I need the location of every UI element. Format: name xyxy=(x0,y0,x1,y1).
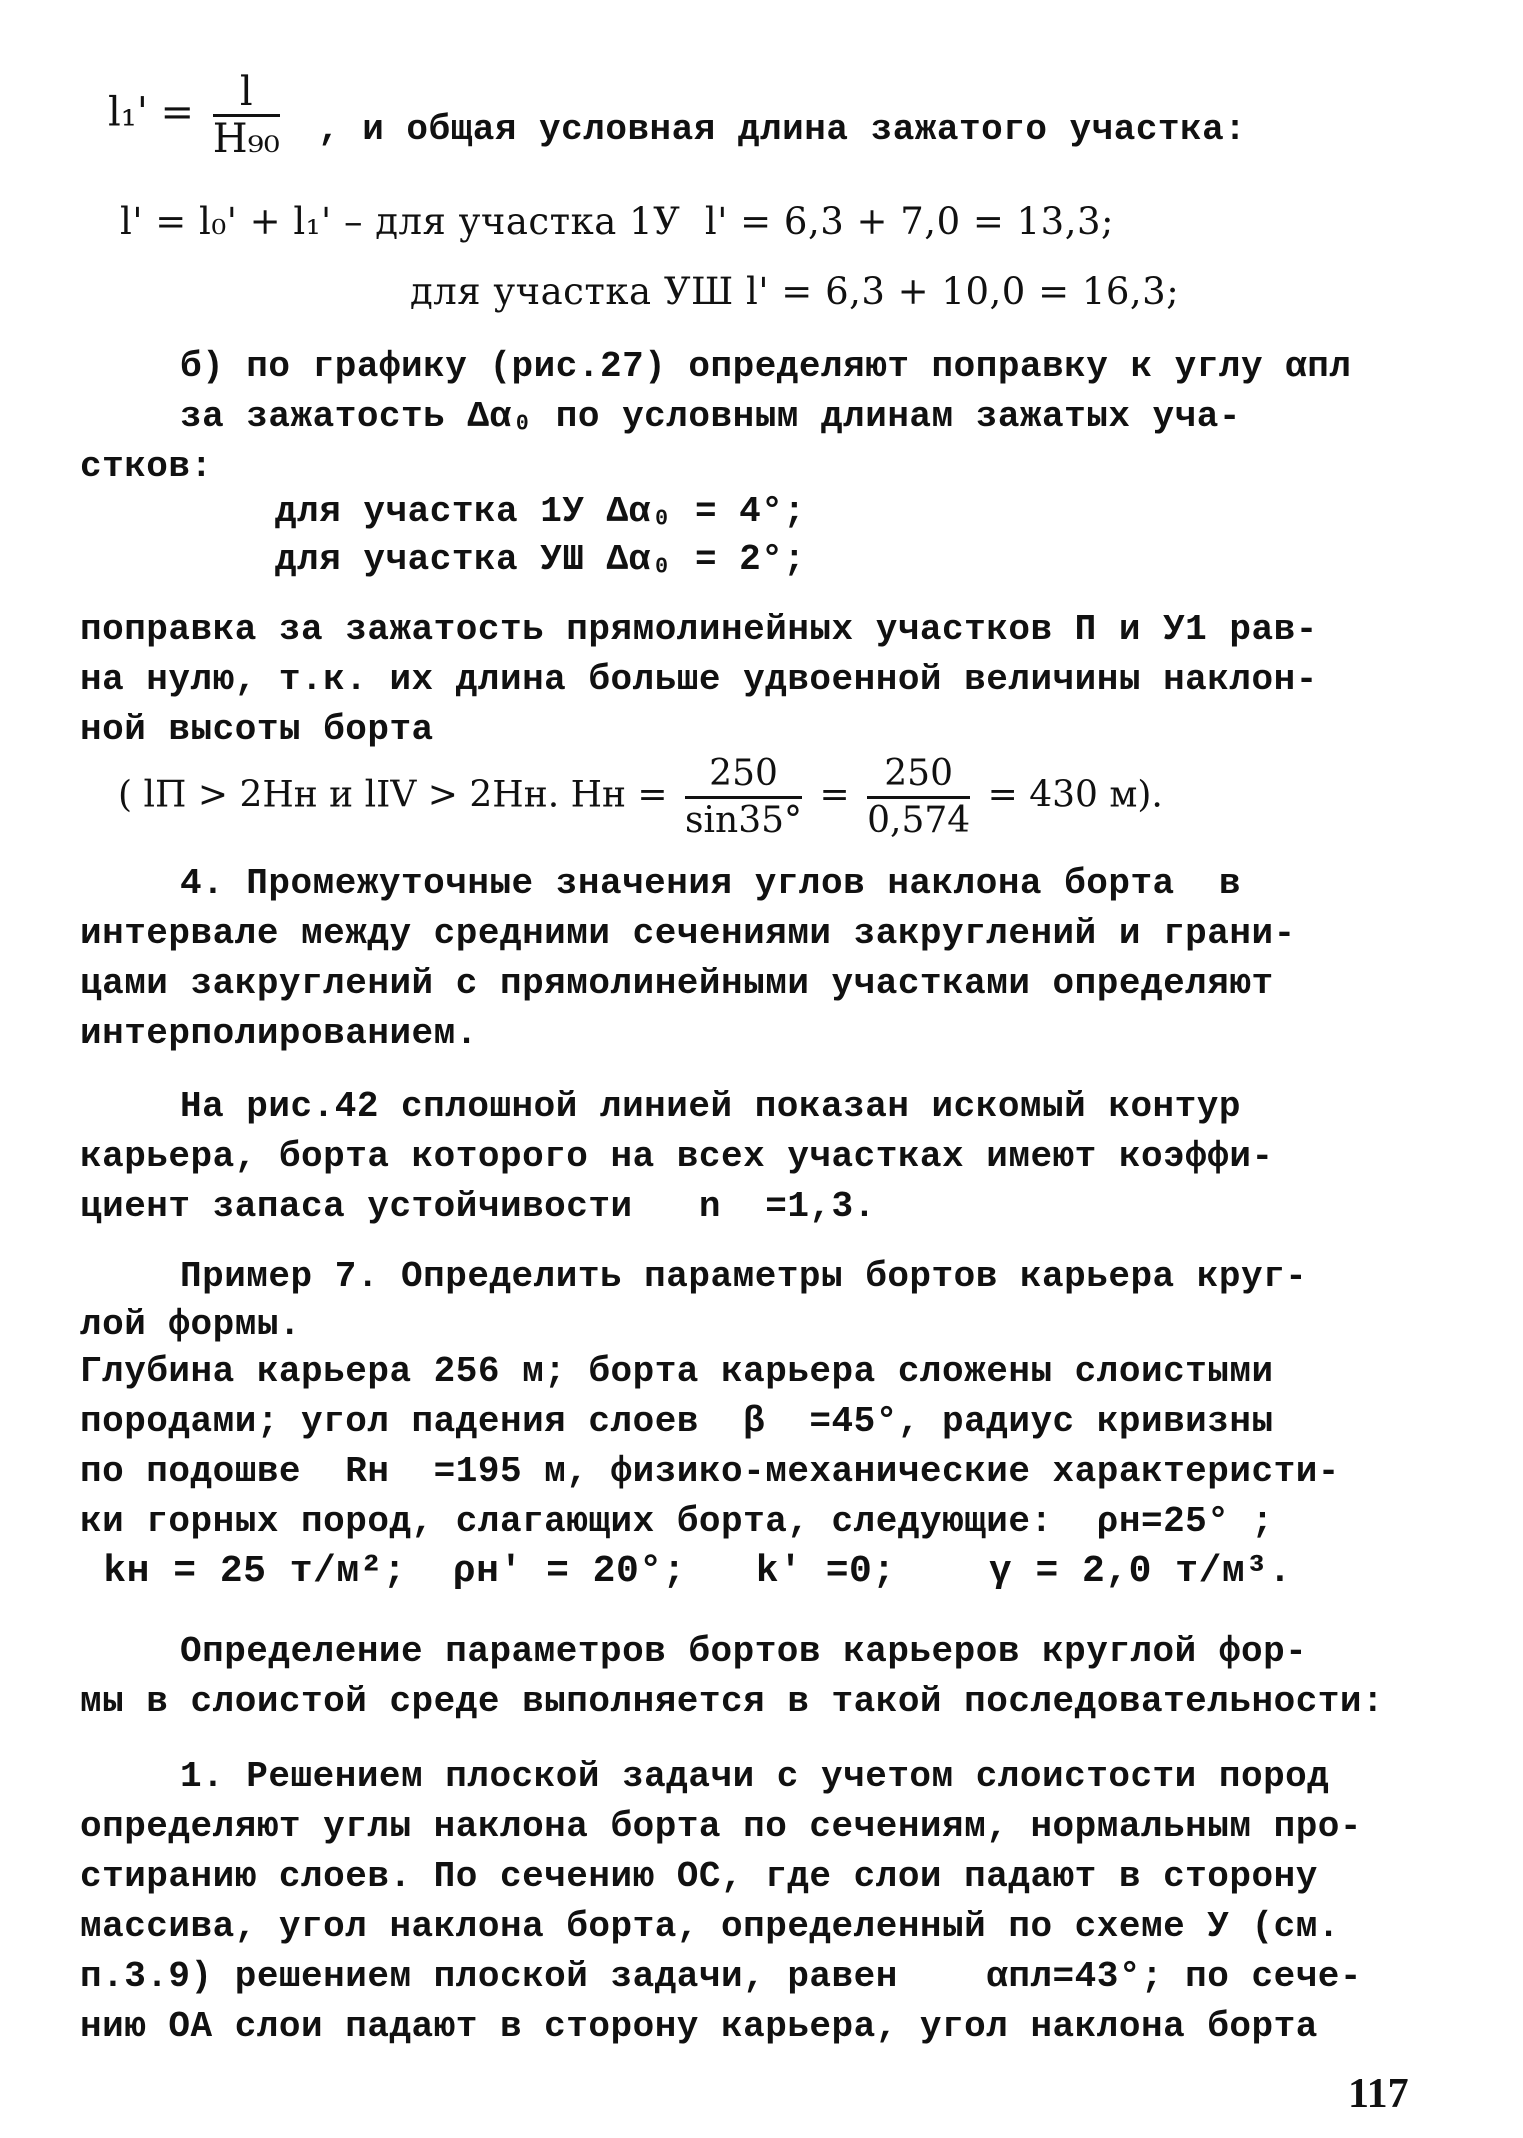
formula-height-eq: = xyxy=(819,774,850,816)
para-correction-line-3: ной высоты борта xyxy=(80,709,434,750)
para-def-line-2: мы в слоистой среде выполняется в такой последовательности: xyxy=(80,1681,1385,1722)
formula-l1-fraction xyxy=(213,70,280,161)
para-correction-line-2: на нулю, т.к. их длина больше удвоенной величины наклон- xyxy=(80,659,1318,700)
para-fig-line-1: На рис.42 сплошной линией показан искомый контур xyxy=(180,1086,1241,1127)
example-body-line-4: ки горных пород, слагающих борта, следующие: ρн=25° ; xyxy=(80,1501,1274,1542)
formula-l1-text: , и общая условная длина зажатого участка: xyxy=(318,109,1247,150)
formula-l1-lhs: l₁' = xyxy=(108,89,195,136)
formula-l1-denominator: H₉₀ xyxy=(212,116,280,162)
example-body-line-3: по подошве Rн =195 м, физико-механические характеристи- xyxy=(80,1451,1340,1492)
para-fig-line-2: карьера, борта которого на всех участках имеют коэффи- xyxy=(80,1136,1274,1177)
para-b-line-3: стков: xyxy=(80,446,213,487)
para1-line-6: нию ОА слои падают в сторону карьера, угол наклона борта xyxy=(80,2006,1318,2047)
para4-line-3: цами закруглений с прямолинейными участками определяют xyxy=(80,963,1274,1004)
formula-height-fraction-2 xyxy=(867,752,970,843)
formula-l-total: l' = l₀' + l₁' – для участка 1У l' = 6,3 + 7,0 = 13,3; xyxy=(120,200,1114,243)
example-body-line-2: породами; угол падения слоев β =45°, радиус кривизны xyxy=(80,1401,1274,1442)
para-def-line-1: Определение параметров бортов карьеров круглой фор- xyxy=(180,1631,1308,1672)
formula-l1-numerator: l xyxy=(213,70,280,117)
formula-height-den-2: 0,574 xyxy=(867,800,971,841)
example-line-1: Пример 7. Определить параметры бортов карьера круг- xyxy=(180,1256,1308,1297)
para4-line-1: 4. Промежуточные значения углов наклона борта в xyxy=(180,863,1241,904)
para-fig-line-3: циент запаса устойчивости n =1,3. xyxy=(80,1186,876,1227)
formula-height-rhs: = 430 м). xyxy=(987,774,1163,816)
formula-height-lhs: ( lП > 2Hн и lIV > 2Hн. Hн = xyxy=(118,774,668,816)
formula-height-num-1: 250 xyxy=(685,752,802,799)
example-body-line-1: Глубина карьера 256 м; борта карьера сложены слоистыми xyxy=(80,1351,1274,1392)
formula-height-num-2: 250 xyxy=(867,752,970,799)
para1-line-5: п.3.9) решением плоской задачи, равен αпл=43°; по сече- xyxy=(80,1956,1363,1997)
para4-line-4: интерполированием. xyxy=(80,1013,478,1054)
correction-1u: для участка 1У Δα₀ = 4°; xyxy=(275,491,806,532)
formula-height-den-1: sin35° xyxy=(685,800,803,841)
formula-height xyxy=(118,752,1163,843)
correction-ush: для участка УШ Δα₀ = 2°; xyxy=(275,539,806,580)
formula-l-ush: для участка УШ l' = 6,3 + 10,0 = 16,3; xyxy=(410,270,1180,313)
example-line-2: лой формы. xyxy=(80,1304,302,1345)
formula-l1 xyxy=(108,70,286,161)
para1-line-4: массива, угол наклона борта, определенный по схеме У (см. xyxy=(80,1906,1340,1947)
para1-line-3: стиранию слоев. По сечению ОС, где слои падают в сторону xyxy=(80,1856,1318,1897)
para-b-line-2: за зажатость Δα₀ по условным длинам зажатых уча- xyxy=(180,396,1241,437)
page-number: 117 xyxy=(1348,2071,1409,2117)
para1-line-2: определяют углы наклона борта по сечениям, нормальным про- xyxy=(80,1806,1363,1847)
formula-height-fraction-1 xyxy=(685,752,802,843)
para-correction-line-1: поправка за зажатость прямолинейных участков П и У1 рав- xyxy=(80,609,1318,650)
para4-line-2: интервале между средними сечениями закруглений и грани- xyxy=(80,913,1296,954)
example-body-line-5: kн = 25 т/м²; ρн' = 20°; k' =0; γ = 2,0 т/м³. xyxy=(80,1550,1292,1593)
para1-line-1: 1. Решением плоской задачи с учетом слоистости пород xyxy=(180,1756,1330,1797)
para-b-line-1: б) по графику (рис.27) определяют поправку к углу αпл xyxy=(180,346,1352,387)
